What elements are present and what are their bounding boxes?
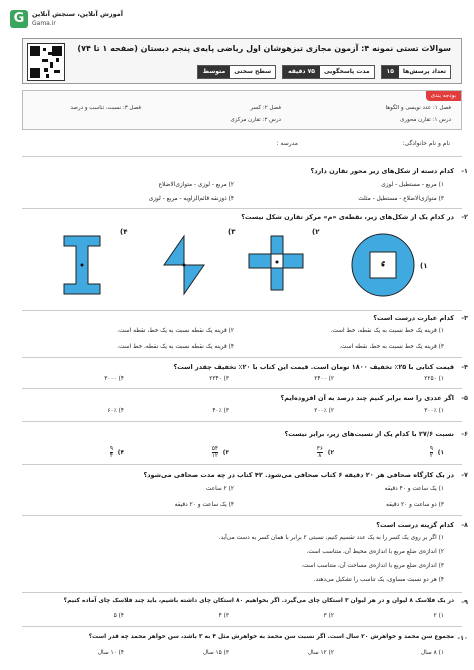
question-number: ۴- [461, 363, 468, 371]
figure-label: ۳) [228, 228, 236, 236]
option[interactable]: ۳) متوازی‌الاضلاع - مستطیل - مثلث [358, 196, 444, 202]
divider [22, 208, 462, 209]
question-text: در یک کارگاه صحافی هر ۲۰ دقیقه ۶ کتاب صحافی می‌شود. ۴۲ کتاب در چه مدت صحافی می‌شود؟ [143, 471, 454, 479]
option[interactable]: ۱) مربع - مستطیل - لوزی [381, 182, 444, 188]
fraction-option[interactable]: ۲) ۳۶ ۸ [316, 446, 334, 459]
option[interactable]: ۳) ۴ [218, 613, 229, 619]
divider [22, 156, 462, 157]
divider [22, 464, 462, 465]
school-label: مدرسه : [276, 140, 298, 147]
figure-label: ۴) [120, 228, 128, 236]
question-number: ۷- [461, 471, 468, 479]
topic-item: درس ۱: تقارن محوری [400, 117, 451, 123]
option[interactable]: ۲) ۳ [323, 613, 334, 619]
cross-shape-figure [245, 232, 307, 294]
triangles-figure [160, 232, 210, 298]
option[interactable]: ۴) قرینه یک نقطه نسبت به یک نقطه، خط است. [117, 344, 234, 350]
question-number: ۳- [461, 314, 468, 322]
divider [22, 388, 462, 389]
option[interactable]: ۲) ۲۴۰۰ [314, 376, 334, 382]
circle-with-square-figure [350, 232, 416, 298]
exam-header [22, 38, 462, 84]
topic-item: درس ۲: تقارن مرکزی [230, 117, 281, 123]
option[interactable]: ۴) هر دو نسبت مساوی، یک تناسب را تشکیل می‌دهند. [313, 577, 444, 583]
divider [22, 592, 462, 593]
option[interactable]: ۱) ۲ [433, 613, 444, 619]
question-text: در کدام یک از شکل‌های زیر، نقطه‌ی «م» مرکز تقارن شکل نیست؟ [241, 213, 454, 221]
question-text: کدام عبارت درست است؟ [373, 314, 454, 322]
option[interactable]: ۲) مربع - لوزی - متوازی‌الاضلاع [158, 182, 234, 188]
qr-code-icon [27, 43, 65, 81]
option[interactable]: ۴) ۵ [113, 613, 124, 619]
option[interactable]: ۱) ۳۰۰٪ [424, 408, 444, 414]
duration-chip: مدت پاسخگویی ۷۵ دقیقه [282, 65, 374, 79]
option[interactable]: ۴) ۶۰٪ [107, 408, 124, 414]
question-text: قیمت کتابی با ۲۵٪ تخفیف ۱۸۰۰ تومان است. قیمت این کتاب با ۲۰٪ تخفیف چقدر است؟ [173, 363, 454, 371]
figure-label: ۲) [312, 228, 320, 236]
brand-url: Gama.ir [32, 20, 56, 27]
topics-badge: بودجه بندی [426, 91, 461, 101]
option[interactable]: ۳) ۲۳۴۰ [209, 376, 229, 382]
divider [22, 310, 462, 311]
question-text: مجموع سن محمد و خواهرش ۲۰ سال است. اگر نسبت سن محمد به خواهرش مثل ۴ به ۳ باشد، سن خواهر محمد چه قدر است؟ [88, 634, 454, 640]
question-number: ۵- [461, 394, 468, 402]
fraction-option[interactable]: ۱) ۹ ۲ [429, 446, 444, 459]
difficulty-chip: سطح سختی متوسط [197, 65, 276, 79]
question-number: ۸- [461, 521, 468, 529]
option[interactable]: ۳) ۱۵ سال [202, 650, 229, 656]
divider [22, 515, 462, 516]
topic-item: فصل ۳: نسبت، تناسب و درصد [70, 105, 141, 111]
question-number: ۱۰- [457, 634, 468, 642]
question-number: ۲- [461, 213, 468, 221]
topics-panel [22, 90, 462, 130]
option[interactable]: ۳) ۴۰٪ [212, 408, 229, 414]
topic-item: فصل ۱: عدد نویسی و الگوها [385, 105, 451, 111]
option[interactable]: ۳) قرینه یک خط نسبت به خط، نقطه است. [339, 344, 444, 350]
question-number: ۶- [461, 430, 468, 438]
student-name-label: نام و نام خانوادگی: [402, 140, 450, 147]
fraction-option[interactable]: ۴) ۹ ۴ [109, 446, 124, 459]
exam-info-row [197, 65, 451, 79]
option[interactable]: ۲) ۱۲ سال [307, 650, 334, 656]
question-number: ۹- [461, 598, 468, 606]
exam-title: سوالات تستی نمونه ۴: آزمون مجازی تیزهوشان اول ریاضی پایه‌ی پنجم دبستان (صفحه ۱ تا ۷۴) [77, 44, 451, 53]
option[interactable]: ۴) یک ساعت و ۲۰ دقیقه [174, 502, 234, 508]
option[interactable]: ۱) ۸ سال [420, 650, 444, 656]
gama-logo-icon: G [10, 10, 28, 28]
option[interactable]: ۴) ۱۰ سال [97, 650, 124, 656]
option[interactable]: ۱) اگر بر روی یک کسر را به یک عدد تقسیم کنیم، نسبتی ۲ برابر با همان کسر به دست می‌آید. [218, 535, 444, 541]
option[interactable]: ۱) یک ساعت و ۴۰ دقیقه [384, 486, 444, 492]
figure-label: ۱) [420, 262, 428, 270]
option[interactable]: ۳) اندازه‌ی ضلع مربع با اندازه‌ی مساحت آن، متناسب است. [301, 563, 444, 569]
option[interactable]: ۴) ۳۰۰۰ [104, 376, 124, 382]
question-text: در یک فلاسک ۸ لیوان و در هر لیوان ۳ استکان چای می‌گیرد. اگر بخواهیم ۸۰ استکان چای داشته باشیم، باید چند فلاسک چای آماده کنیم؟ [63, 598, 454, 604]
question-text: کدام دسته از شکل‌های زیر محور تقارن دارد؟ [310, 167, 454, 175]
question-number: ۱- [461, 167, 468, 175]
option[interactable]: ۳) دو ساعت و ۲۰ دقیقه [386, 502, 444, 508]
fraction-option[interactable]: ۳) ۵۴ ۱۲ [211, 446, 229, 459]
topic-item: فصل ۲: کسر [250, 105, 281, 111]
option[interactable]: ۱) ۲۲۵۰ [424, 376, 444, 382]
i-beam-figure [62, 232, 102, 298]
option[interactable]: ۲) اندازه‌ی ضلع مربع با اندازه‌ی محیط آن، متناسب است. [306, 549, 444, 555]
option[interactable]: ۴) ذوزنقه قائم‌الزاویه - مربع - لوزی [148, 196, 234, 202]
option[interactable]: ۲) ۲۰۰٪ [314, 408, 334, 414]
question-text: کدام گزینه درست است؟ [376, 521, 454, 529]
question-count-chip: تعداد پرسش‌ها ۱۵ [381, 65, 451, 79]
point-label: م [381, 258, 386, 265]
divider [22, 421, 462, 422]
question-text: اگر عددی را سه برابر کنیم چند درصد به آن افزوده‌ایم؟ [280, 394, 454, 402]
option[interactable]: ۲) ۲ ساعت [206, 486, 234, 492]
option[interactable]: ۱) قرینه یک خط نسبت به یک نقطه، خط است. [330, 328, 444, 334]
divider [22, 626, 462, 627]
divider [22, 357, 462, 358]
question-text: نسبت ۲۷/۶ با کدام یک از نسبت‌های زیر، برابر نیست؟ [284, 430, 454, 438]
brand-title: آموزش آنلاین، سنجش آنلاین [32, 10, 124, 18]
option[interactable]: ۲) قرینه یک نقطه نسبت به یک خط، نقطه است. [117, 328, 234, 334]
